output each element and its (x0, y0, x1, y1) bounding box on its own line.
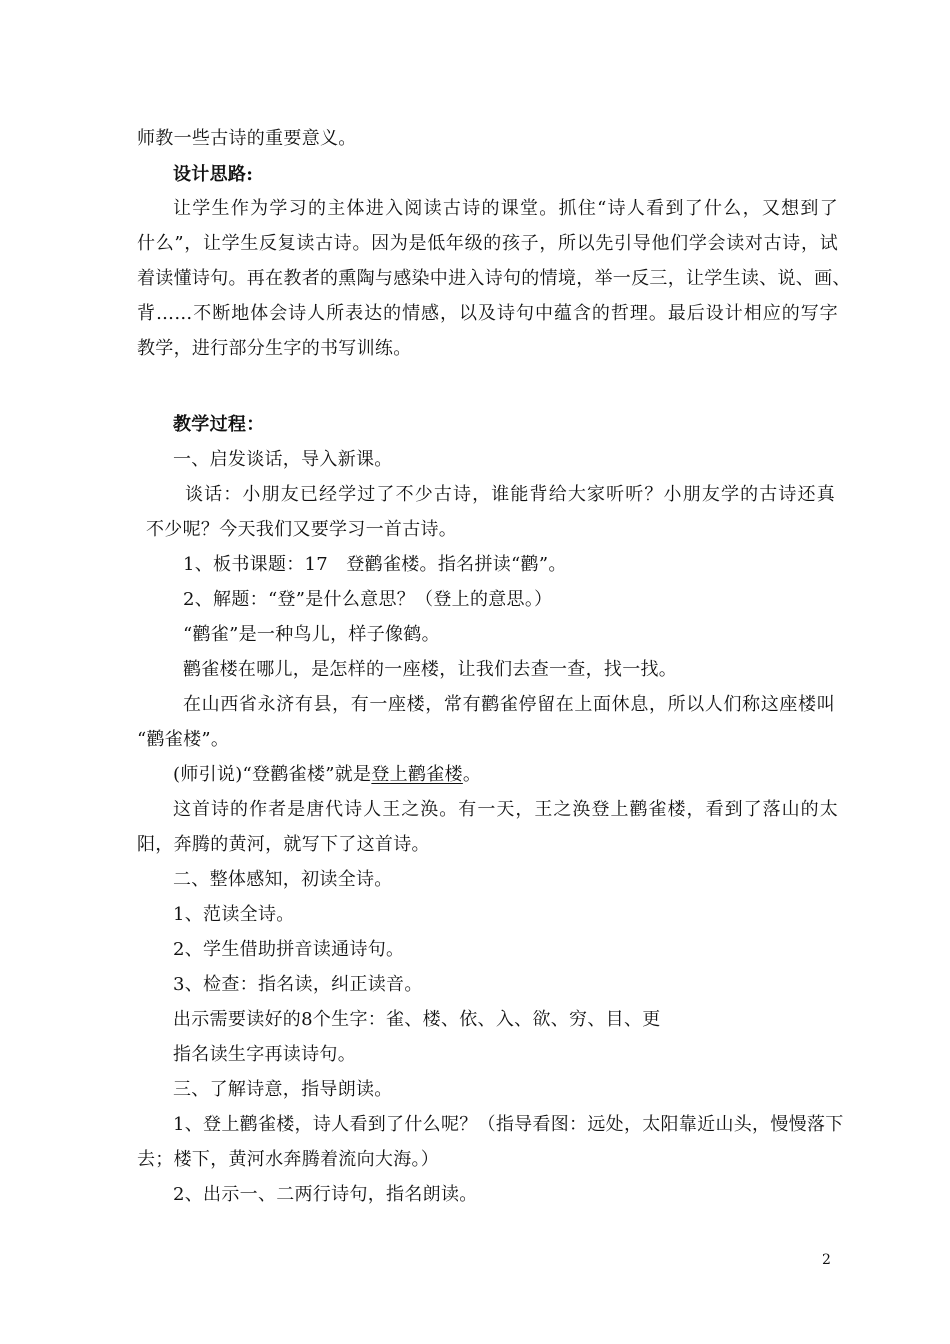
page-number: 2 (822, 1252, 831, 1268)
text-line: “鹳雀”是一种鸟儿，样子像鹤。 (183, 624, 440, 645)
text-line: 师教一些古诗的重要意义。 (137, 128, 357, 149)
text-line: 2、学生借助拼音读通诗句。 (173, 939, 405, 960)
text-line: 1、范读全诗。 (173, 904, 295, 925)
text-line: 一、启发谈话，导入新课。 (173, 449, 393, 470)
section-heading-process: 教学过程： (173, 414, 265, 435)
section-heading-design: 设计思路: (173, 164, 254, 185)
text-line: 3、检查：指名读，纠正读音。 (173, 974, 423, 995)
text-line: 教学，进行部分生字的书写训练。 (137, 338, 412, 359)
text-segment: 。 (462, 764, 482, 785)
text-line: 谈话：小朋友已经学过了不少古诗，谁能背给大家听听？小朋友学的古诗还真 (185, 484, 835, 505)
text-line: 不少呢？今天我们又要学习一首古诗。 (146, 519, 458, 540)
text-line: 阳，奔腾的黄河，就写下了这首诗。 (137, 834, 430, 855)
text-line: 让学生作为学习的主体进入阅读古诗的课堂。抓住“诗人看到了什么，又想到了 (173, 198, 838, 219)
text-line: 1、板书课题：17 登鹳雀楼。指名拼读“鹳”。 (183, 554, 567, 575)
text-line: 指名读生字再读诗句。 (173, 1044, 356, 1065)
text-line: 背……不断地体会诗人所表达的情感，以及诗句中蕴含的哲理。最后设计相应的写字 (137, 303, 838, 324)
text-line: 去；楼下，黄河水奔腾着流向大海。） (137, 1149, 440, 1170)
text-line: 在山西省永济有县，有一座楼，常有鹳雀停留在上面休息，所以人们称这座楼叫 (183, 694, 835, 715)
text-line: “鹳雀楼”。 (137, 729, 230, 750)
text-line: 1、登上鹳雀楼，诗人看到了什么呢？（指导看图：远处，太阳靠近山头，慢慢落下 (173, 1114, 844, 1135)
text-line: 这首诗的作者是唐代诗人王之涣。有一天，王之涣登上鹳雀楼，看到了落山的太 (173, 799, 838, 820)
text-segment: (师引说)“登鹳雀楼”就是 (173, 764, 372, 785)
text-line: 着读懂诗句。再在教者的熏陶与感染中进入诗句的情境，举一反三，让学生读、说、画、 (137, 268, 851, 289)
text-line: 2、出示一、二两行诗句，指名朗读。 (173, 1184, 478, 1205)
text-line (173, 763, 481, 787)
text-line: 鹳雀楼在哪儿，是怎样的一座楼，让我们去查一查，找一找。 (183, 659, 678, 680)
text-line: 什么”，让学生反复读古诗。因为是低年级的孩子，所以先引导他们学会读对古诗，试 (137, 233, 838, 254)
text-line: 2、解题：“登”是什么意思？（登上的意思。） (183, 589, 553, 610)
underlined-text: 登上鹳雀楼 (371, 764, 463, 785)
text-line: 二、整体感知，初读全诗。 (173, 869, 393, 890)
text-line: 出示需要读好的8个生字：雀、楼、依、入、欲、穷、目、更 (173, 1009, 661, 1030)
text-line: 三、了解诗意，指导朗读。 (173, 1079, 393, 1100)
